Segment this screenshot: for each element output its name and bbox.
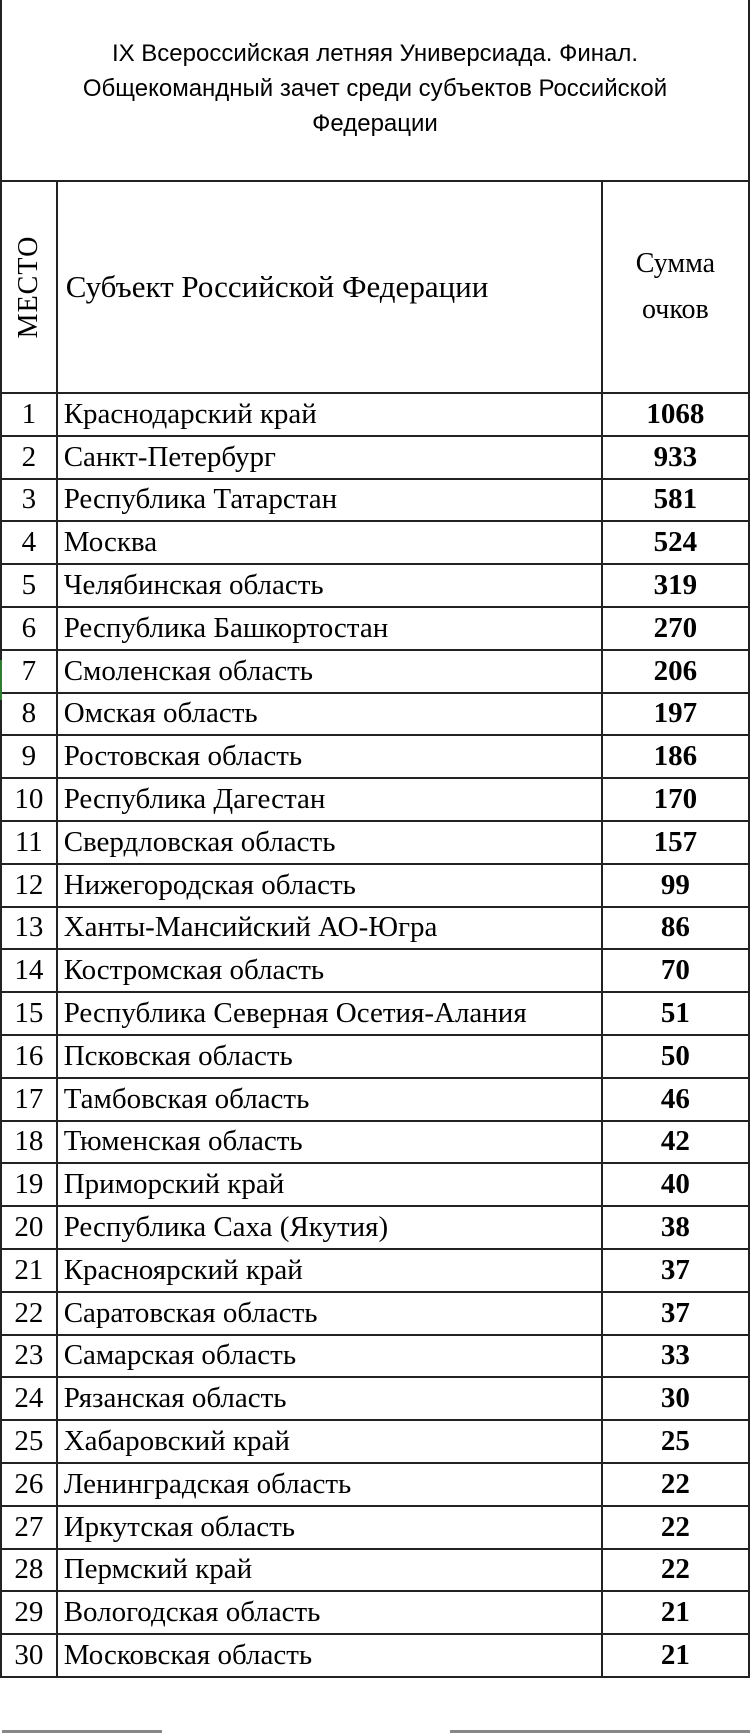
points-cell[interactable]: 524 bbox=[602, 521, 749, 564]
table-row bbox=[1, 907, 749, 950]
subject-cell[interactable]: Республика Северная Осетия-Алания bbox=[57, 992, 602, 1035]
subject-cell[interactable]: Саратовская область bbox=[57, 1292, 602, 1335]
table-row bbox=[1, 1463, 749, 1506]
place-cell[interactable]: 8 bbox=[1, 693, 57, 736]
subject-cell[interactable]: Вологодская область bbox=[57, 1591, 602, 1634]
subject-cell[interactable]: Республика Саха (Якутия) bbox=[57, 1206, 602, 1249]
place-cell[interactable]: 13 bbox=[1, 907, 57, 950]
place-cell[interactable]: 17 bbox=[1, 1078, 57, 1121]
table-row bbox=[1, 1249, 749, 1292]
points-cell[interactable]: 46 bbox=[602, 1078, 749, 1121]
place-cell[interactable]: 28 bbox=[1, 1549, 57, 1592]
header-place-cell[interactable] bbox=[1, 181, 57, 393]
table-row bbox=[1, 479, 749, 522]
place-cell[interactable]: 6 bbox=[1, 607, 57, 650]
subject-cell[interactable]: Свердловская область bbox=[57, 821, 602, 864]
place-cell[interactable]: 22 bbox=[1, 1292, 57, 1335]
points-cell[interactable]: 319 bbox=[602, 564, 749, 607]
place-cell[interactable]: 20 bbox=[1, 1206, 57, 1249]
subject-cell[interactable]: Республика Башкортостан bbox=[57, 607, 602, 650]
points-cell[interactable]: 186 bbox=[602, 735, 749, 778]
table-row bbox=[1, 1035, 749, 1078]
points-cell[interactable]: 1068 bbox=[602, 393, 749, 436]
points-cell[interactable]: 37 bbox=[602, 1292, 749, 1335]
subject-cell[interactable]: Тюменская область bbox=[57, 1121, 602, 1164]
place-cell[interactable]: 21 bbox=[1, 1249, 57, 1292]
place-cell[interactable]: 10 bbox=[1, 778, 57, 821]
points-cell[interactable]: 22 bbox=[602, 1463, 749, 1506]
place-cell[interactable]: 26 bbox=[1, 1463, 57, 1506]
points-cell[interactable]: 51 bbox=[602, 992, 749, 1035]
points-cell[interactable]: 270 bbox=[602, 607, 749, 650]
subject-cell[interactable]: Челябинская область bbox=[57, 564, 602, 607]
header-points-cell[interactable] bbox=[602, 181, 749, 393]
subject-cell[interactable]: Приморский край bbox=[57, 1163, 602, 1206]
points-cell[interactable]: 157 bbox=[602, 821, 749, 864]
points-cell[interactable]: 50 bbox=[602, 1035, 749, 1078]
place-cell[interactable]: 3 bbox=[1, 479, 57, 522]
subject-cell[interactable]: Омская область bbox=[57, 693, 602, 736]
table-row bbox=[1, 521, 749, 564]
subject-cell[interactable]: Смоленская область bbox=[57, 650, 602, 693]
points-cell[interactable]: 206 bbox=[602, 650, 749, 693]
points-cell[interactable]: 21 bbox=[602, 1591, 749, 1634]
place-cell[interactable]: 30 bbox=[1, 1634, 57, 1677]
header-points-label-line2: очков bbox=[642, 294, 709, 325]
table-row bbox=[1, 693, 749, 736]
table-row bbox=[1, 393, 749, 436]
table-row bbox=[1, 1078, 749, 1121]
subject-cell[interactable]: Нижегородская область bbox=[57, 864, 602, 907]
row-selection-marker bbox=[0, 660, 2, 700]
points-cell[interactable]: 581 bbox=[602, 479, 749, 522]
table-row bbox=[1, 864, 749, 907]
points-cell[interactable]: 40 bbox=[602, 1163, 749, 1206]
table-row bbox=[1, 1420, 749, 1463]
place-cell[interactable]: 18 bbox=[1, 1121, 57, 1164]
table-row bbox=[1, 1121, 749, 1164]
table-row bbox=[1, 778, 749, 821]
points-cell[interactable]: 25 bbox=[602, 1420, 749, 1463]
place-cell[interactable]: 23 bbox=[1, 1335, 57, 1378]
points-cell[interactable]: 22 bbox=[602, 1506, 749, 1549]
place-cell[interactable]: 7 bbox=[1, 650, 57, 693]
place-cell[interactable]: 4 bbox=[1, 521, 57, 564]
subject-cell[interactable]: Хабаровский край bbox=[57, 1420, 602, 1463]
subject-cell[interactable]: Ханты-Мансийский АО-Югра bbox=[57, 907, 602, 950]
points-cell[interactable]: 197 bbox=[602, 693, 749, 736]
place-cell[interactable]: 12 bbox=[1, 864, 57, 907]
header-subject-label: Субъект Российской Федерации bbox=[65, 269, 489, 304]
table-row bbox=[1, 1377, 749, 1420]
points-cell[interactable]: 22 bbox=[602, 1549, 749, 1592]
place-cell[interactable]: 2 bbox=[1, 436, 57, 479]
points-cell[interactable]: 33 bbox=[602, 1335, 749, 1378]
title-line: Общекомандный зачет среди субъектов Российской bbox=[82, 75, 668, 102]
table-row bbox=[1, 1591, 749, 1634]
table-row bbox=[1, 1292, 749, 1335]
place-cell[interactable]: 29 bbox=[1, 1591, 57, 1634]
place-cell[interactable]: 19 bbox=[1, 1163, 57, 1206]
table-row bbox=[1, 949, 749, 992]
header-subject-cell[interactable] bbox=[57, 181, 602, 393]
subject-cell[interactable]: Красноярский край bbox=[57, 1249, 602, 1292]
table-row bbox=[1, 1206, 749, 1249]
subject-cell[interactable]: Костромская область bbox=[57, 949, 602, 992]
points-cell[interactable]: 933 bbox=[602, 436, 749, 479]
table-row bbox=[1, 1335, 749, 1378]
place-cell[interactable]: 25 bbox=[1, 1420, 57, 1463]
table-row bbox=[1, 650, 749, 693]
subject-cell[interactable]: Ленинградская область bbox=[57, 1463, 602, 1506]
title-line: IX Всероссийская летняя Универсиада. Финал. bbox=[111, 40, 639, 67]
header-row bbox=[1, 181, 749, 393]
points-cell[interactable]: 21 bbox=[602, 1634, 749, 1677]
table-row bbox=[1, 1634, 749, 1677]
sheet-title bbox=[2, 36, 748, 141]
place-cell[interactable]: 16 bbox=[1, 1035, 57, 1078]
subject-cell[interactable]: Пермский край bbox=[57, 1549, 602, 1592]
subject-cell[interactable]: Республика Дагестан bbox=[57, 778, 602, 821]
subject-cell[interactable]: Иркутская область bbox=[57, 1506, 602, 1549]
place-cell[interactable]: 9 bbox=[1, 735, 57, 778]
subject-cell[interactable]: Псковская область bbox=[57, 1035, 602, 1078]
place-cell[interactable]: 1 bbox=[1, 393, 57, 436]
place-cell[interactable]: 14 bbox=[1, 949, 57, 992]
subject-cell[interactable]: Санкт-Петербург bbox=[57, 436, 602, 479]
subject-cell[interactable]: Тамбовская область bbox=[57, 1078, 602, 1121]
subject-cell[interactable]: Самарская область bbox=[57, 1335, 602, 1378]
place-cell[interactable]: 24 bbox=[1, 1377, 57, 1420]
place-cell[interactable]: 15 bbox=[1, 992, 57, 1035]
table-row bbox=[1, 735, 749, 778]
subject-cell[interactable]: Краснодарский край bbox=[57, 393, 602, 436]
table-row bbox=[1, 564, 749, 607]
subject-cell[interactable]: Ростовская область bbox=[57, 735, 602, 778]
table-body bbox=[1, 393, 749, 1677]
place-cell[interactable]: 5 bbox=[1, 564, 57, 607]
points-cell[interactable]: 70 bbox=[602, 949, 749, 992]
table-row bbox=[1, 436, 749, 479]
place-cell[interactable]: 27 bbox=[1, 1506, 57, 1549]
points-cell[interactable]: 38 bbox=[602, 1206, 749, 1249]
header-points-label-line1: Сумма bbox=[635, 248, 716, 279]
table-row bbox=[1, 992, 749, 1035]
table-row bbox=[1, 1163, 749, 1206]
points-cell[interactable]: 42 bbox=[602, 1121, 749, 1164]
subject-cell[interactable]: Москва bbox=[57, 521, 602, 564]
points-cell[interactable]: 30 bbox=[602, 1377, 749, 1420]
table-row bbox=[1, 607, 749, 650]
results-table bbox=[0, 180, 750, 1678]
subject-cell[interactable]: Республика Татарстан bbox=[57, 479, 602, 522]
title-line: Федерации bbox=[312, 110, 438, 137]
points-cell[interactable]: 37 bbox=[602, 1249, 749, 1292]
subject-cell[interactable]: Московская область bbox=[57, 1634, 602, 1677]
points-cell[interactable]: 170 bbox=[602, 778, 749, 821]
points-cell[interactable]: 99 bbox=[602, 864, 749, 907]
subject-cell[interactable]: Рязанская область bbox=[57, 1377, 602, 1420]
table-row bbox=[1, 821, 749, 864]
table-row bbox=[1, 1549, 749, 1592]
header-place-label: МЕСТО bbox=[12, 235, 44, 339]
points-cell[interactable]: 86 bbox=[602, 907, 749, 950]
place-cell[interactable]: 11 bbox=[1, 821, 57, 864]
table-row bbox=[1, 1506, 749, 1549]
